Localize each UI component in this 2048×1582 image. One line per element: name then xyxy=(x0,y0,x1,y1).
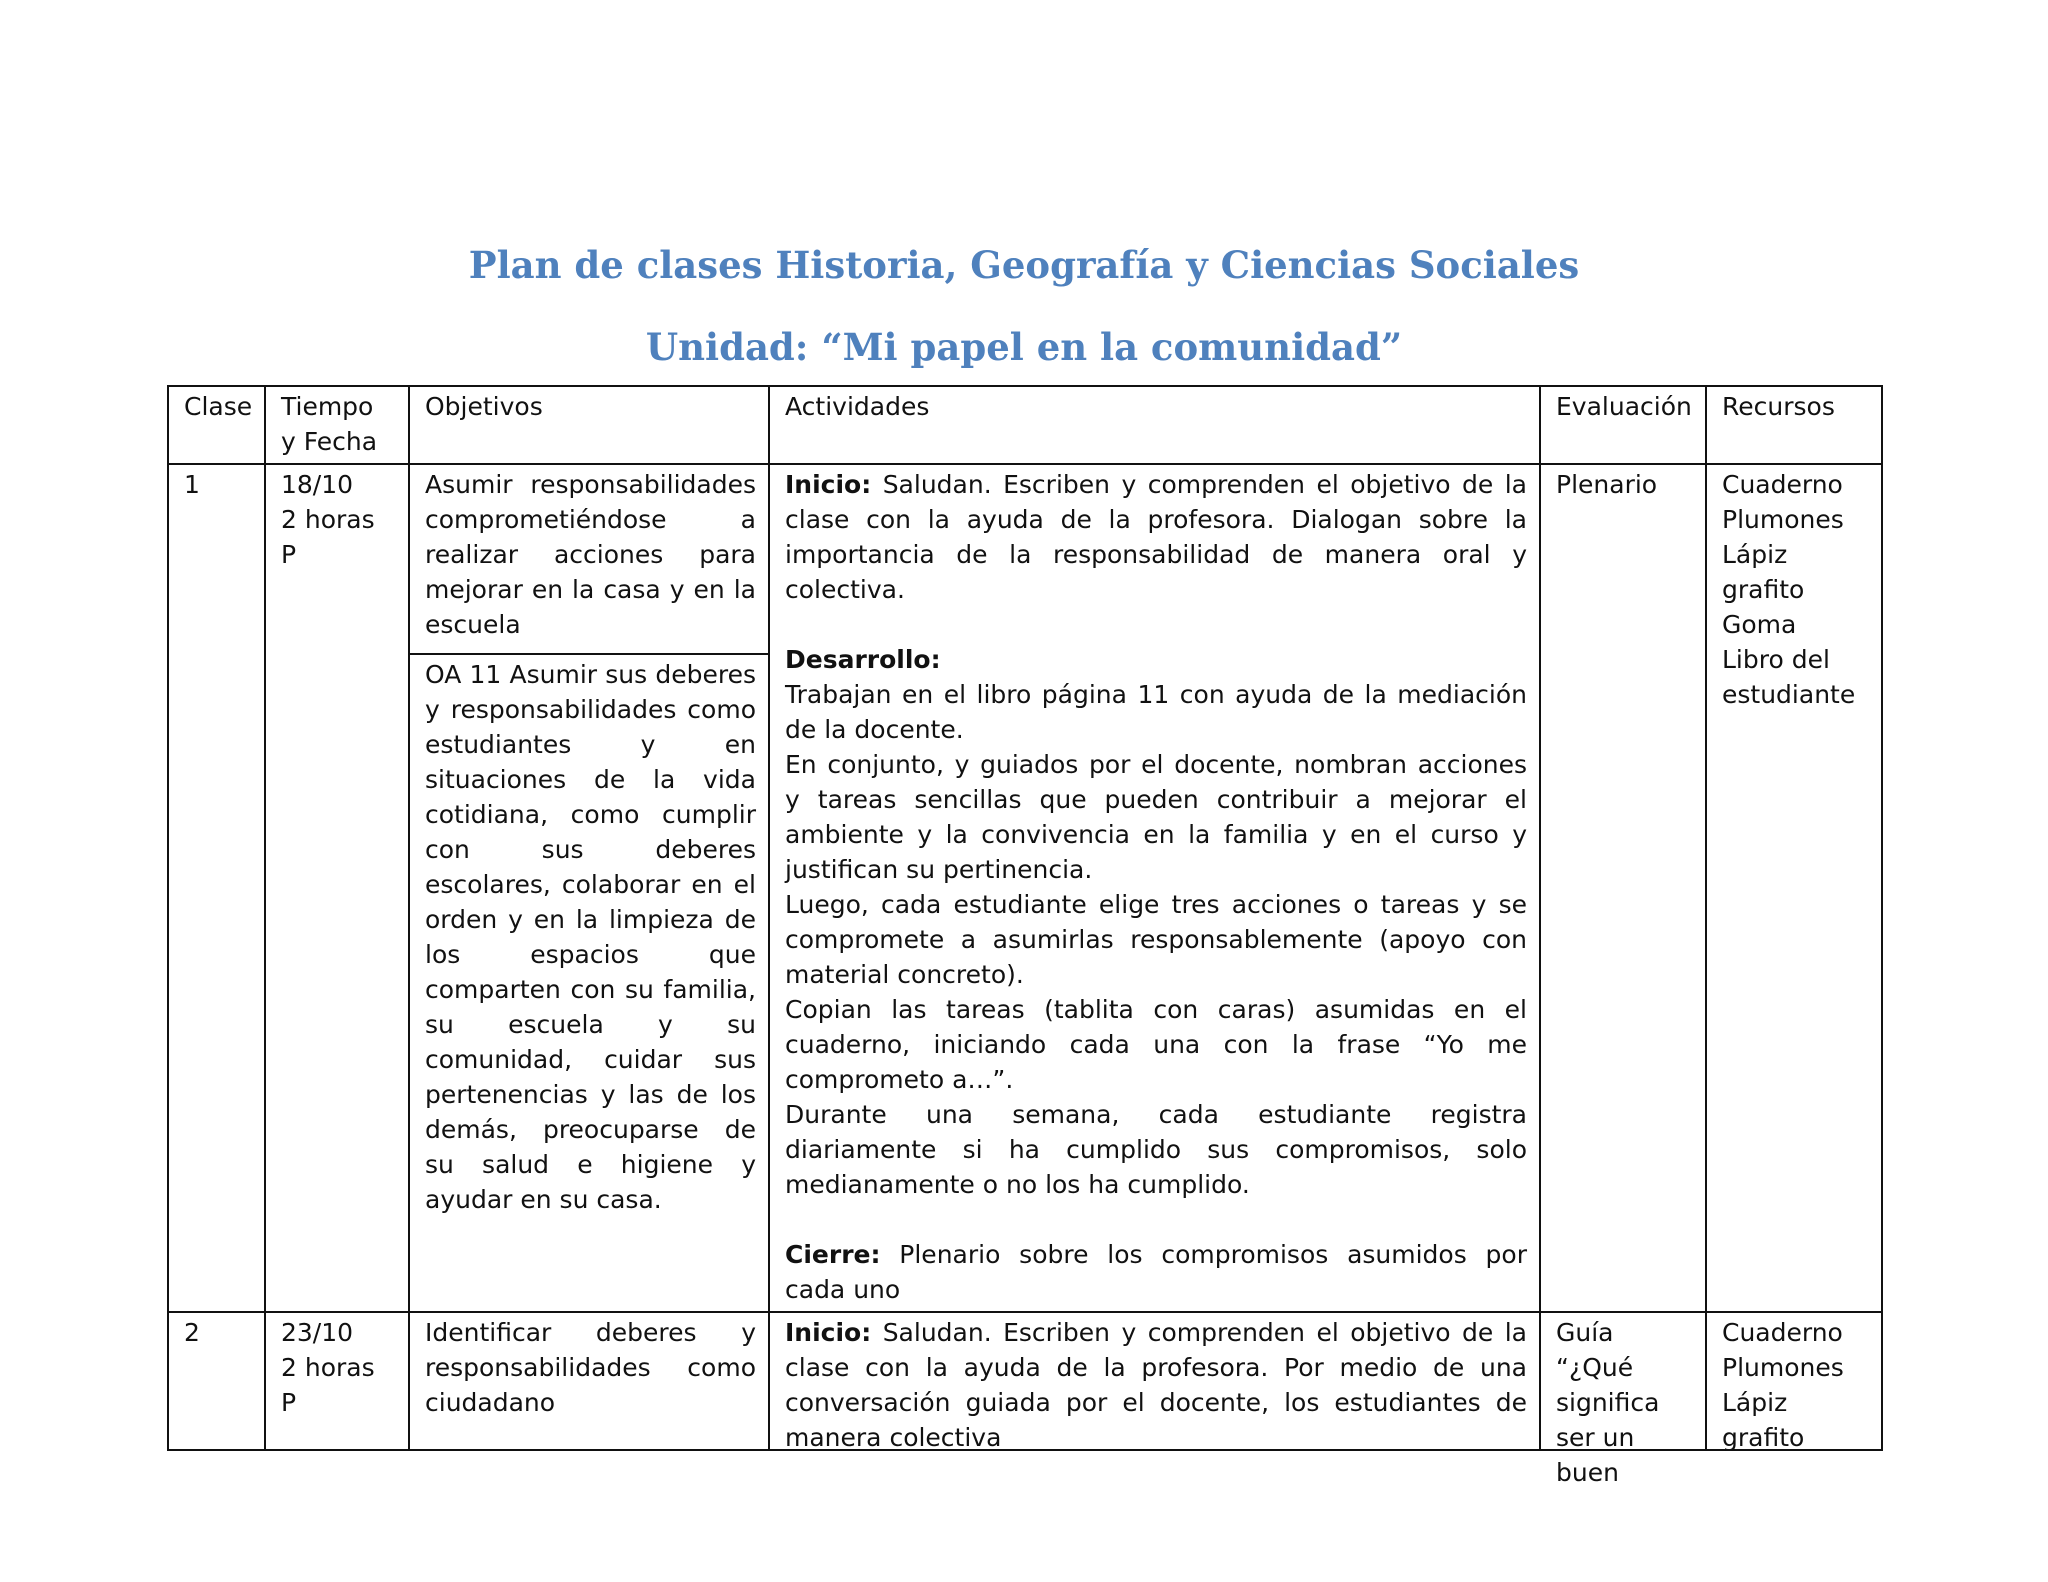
resource-item: Libro del estudiante xyxy=(1722,645,1856,709)
resource-item: Cuaderno xyxy=(1722,470,1843,499)
class-activities xyxy=(769,464,1540,1312)
resource-item: Lápiz grafito xyxy=(1722,540,1805,604)
class-resources xyxy=(1706,1312,1882,1450)
header-tiempo-fecha: Tiempo y Fecha xyxy=(265,386,409,464)
header-objetivos: Objetivos xyxy=(409,386,769,464)
inicio-text: Saludan. Escriben y comprenden el objetivo de la clase con la ayuda de la profesora. Dialogan sobre la importancia de la responsabilidad de manera oral y colectiva. xyxy=(785,470,1527,604)
resource-item: Cuaderno xyxy=(1722,1318,1843,1347)
unit-subtitle: Unidad: “Mi papel en la comunidad” xyxy=(645,325,1403,369)
desarrollo-paragraph: En conjunto, y guiados por el docente, nombran acciones y tareas sencillas que pueden contribuir a mejorar el ambiente y la convivencia en la familia y en el curso y justifican su pertinencia. xyxy=(785,750,1527,884)
class-time-date xyxy=(265,464,409,1312)
class-objective: Identificar deberes y responsabilidades como ciudadano xyxy=(409,1312,769,1450)
inicio-text: Saludan. Escriben y comprenden el objetivo de la clase con la ayuda de la profesora. Por medio de una conversación guiada por el docente, los estudiantes de manera colectiva xyxy=(785,1318,1527,1452)
desarrollo-paragraph: Copian las tareas (tablita con caras) asumidas en el cuaderno, iniciando cada una con la frase “Yo me comprometo a…”. xyxy=(785,995,1527,1094)
lesson-plan-table xyxy=(167,385,1883,1487)
class-objective: Asumir responsabilidades comprometiéndose a realizar acciones para mejorar en la casa y en la escuela xyxy=(409,464,769,654)
resource-item: Plumones xyxy=(1722,1353,1844,1382)
document-title: Plan de clases Historia, Geografía y Ciencias Sociales xyxy=(468,243,1580,287)
desarrollo-paragraph: Durante una semana, cada estudiante registra diariamente si ha cumplido sus compromisos, solo medianamente o no los ha cumplido. xyxy=(785,1100,1527,1199)
learning-objective-oa: OA 11 Asumir sus deberes y responsabilidades como estudiantes y en situaciones de la vida cotidiana, como cumplir con sus deberes escolares, colaborar en el orden y en la limpieza de los espacios que comparten con su familia, su escuela y su comunidad, cuidar sus pertenencias y las de los demás, preocuparse de su salud e higiene y ayudar en su casa. xyxy=(409,654,769,1312)
resource-item: Plumones xyxy=(1722,505,1844,534)
desarrollo-paragraph: Luego, cada estudiante elige tres acciones o tareas y se compromete a asumirlas responsablemente (apoyo con material concreto). xyxy=(785,890,1527,989)
header-actividades: Actividades xyxy=(769,386,1540,464)
class-evaluation: Plenario xyxy=(1540,464,1706,1312)
table-row xyxy=(168,464,1882,654)
header-clase: Clase xyxy=(168,386,265,464)
class-number: 1 xyxy=(168,464,265,1312)
class-time-date xyxy=(265,1312,409,1450)
class-date: 23/10 xyxy=(281,1318,354,1347)
desarrollo-label: Desarrollo: xyxy=(785,645,941,674)
table-row xyxy=(168,1312,1882,1450)
class-date: 18/10 xyxy=(281,470,354,499)
table-header-row xyxy=(168,386,1882,464)
cierre-text: Plenario sobre los compromisos asumidos por cada uno xyxy=(785,1240,1527,1304)
class-hours: 2 horas P xyxy=(281,505,375,569)
inicio-label: Inicio: xyxy=(785,1318,872,1347)
class-activities xyxy=(769,1312,1540,1450)
inicio-label: Inicio: xyxy=(785,470,872,499)
header-evaluacion: Evaluación xyxy=(1540,386,1706,464)
resource-item: Lápiz grafito xyxy=(1722,1388,1805,1452)
header-recursos: Recursos xyxy=(1706,386,1882,464)
resource-item: Goma xyxy=(1722,610,1797,639)
class-evaluation: Guía “¿Qué significa ser un buen xyxy=(1540,1312,1706,1450)
desarrollo-paragraph: Trabajan en el libro página 11 con ayuda de la mediación de la docente. xyxy=(785,680,1527,744)
class-resources xyxy=(1706,464,1882,1312)
class-hours: 2 horas P xyxy=(281,1353,375,1417)
cierre-label: Cierre: xyxy=(785,1240,881,1269)
class-number: 2 xyxy=(168,1312,265,1450)
